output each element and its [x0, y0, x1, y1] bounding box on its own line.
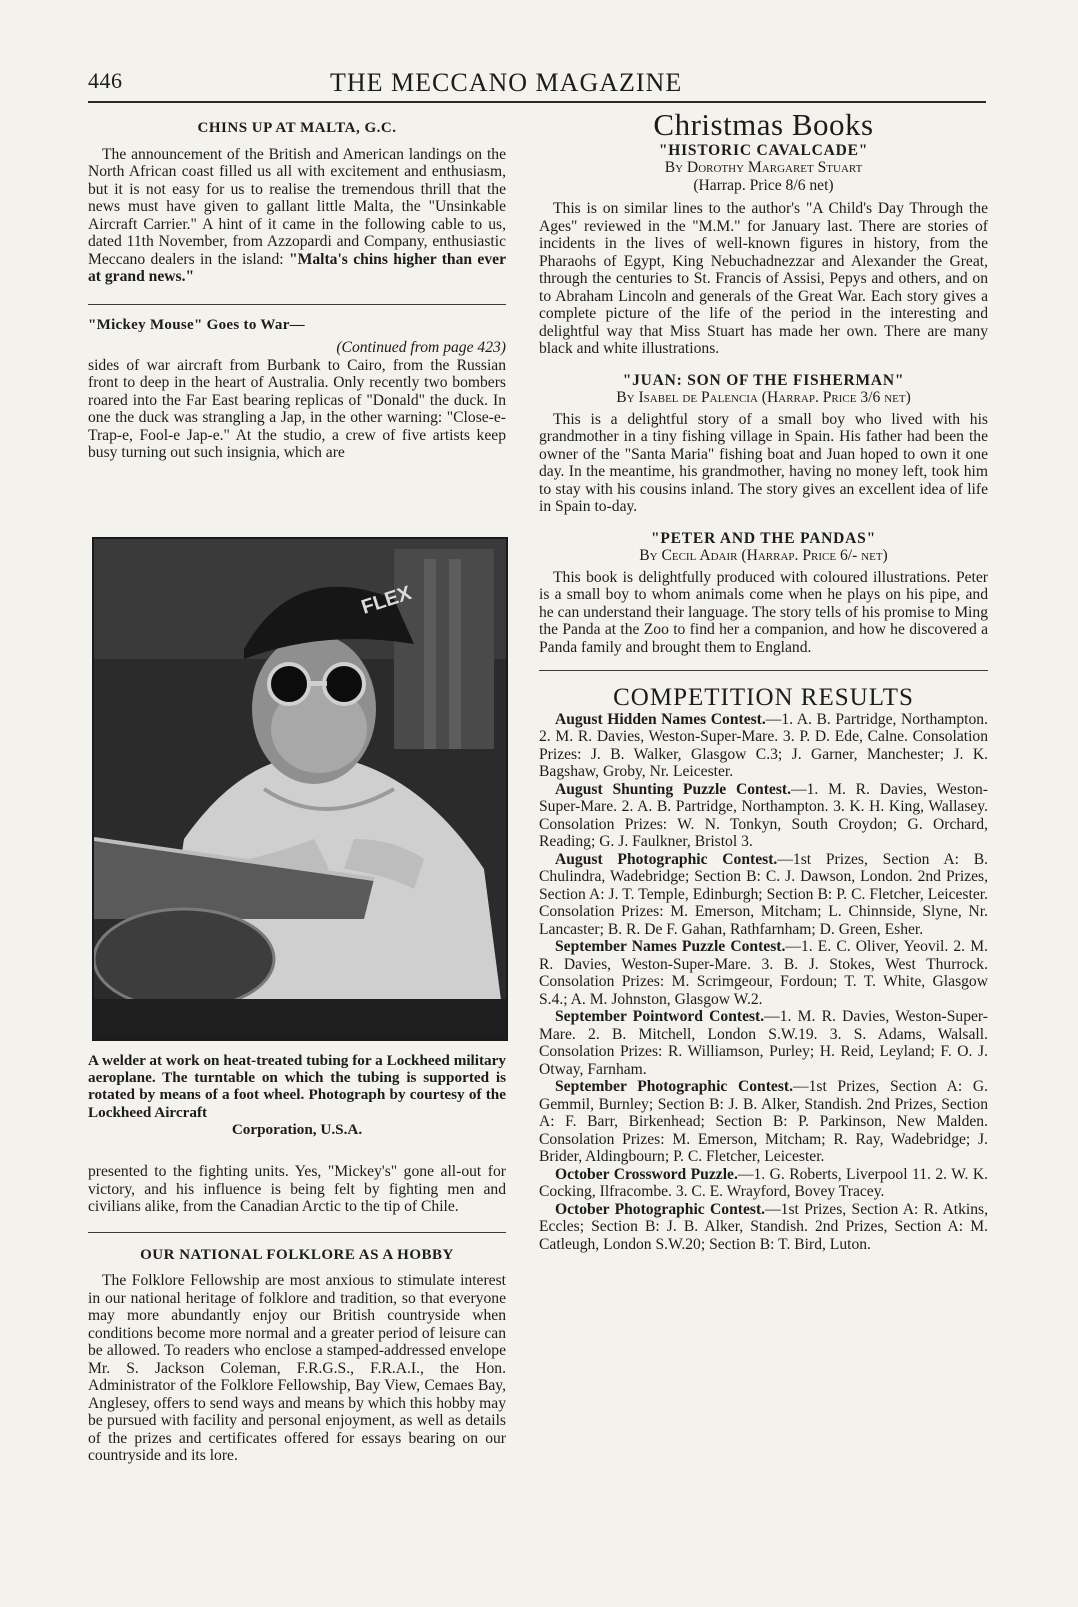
result-text: —1st Prizes, Section A: G. Gemmil, Burnley; Section B: J. B. Alker, Standish. 2nd Prizes, Section A: F. Barr, Birkenhead; Section B: P. Parkinson, New Malden. Consolation Prizes: M. Emerson, Mitcham; R. Ray, Wadebridge; J. Brider, Aldingbourn; P. C. Fletcher, Leicester.	[539, 1078, 988, 1165]
photo-caption-text: A welder at work on heat-treated tubing for a Lockheed military aeroplane. The turntable on which the tubing is supported is rotated by means of a foot wheel. Photograph by courtesy of the Lockheed Aircraft	[88, 1052, 506, 1121]
result-title: September Names Puzzle Contest.	[555, 938, 786, 955]
book-review: This is a delightful story of a small boy who lived with his grandmother in a tiny fishing village in Spain. His father had been the owner of the "Santa Maria" fishing boat and Juan hoped to own it one day. In the meantime, his grandmother, having no money left, took him to stay with his cousins inland. The story gives an excellent idea of life in Spain to-day.	[539, 410, 988, 515]
result-text: —1st Prizes, Section A: R. Atkins, Eccles; Section B: J. B. Alker, Standish. 2nd Prizes, Section A: M. Catleugh, London S.W.20; Section B: T. Bird, Luton.	[539, 1200, 988, 1253]
mickey-heading: "Mickey Mouse" Goes to War—	[88, 316, 305, 333]
book-author-text: By Dorothy Margaret Stuart	[664, 159, 863, 176]
result-entry	[539, 1166, 988, 1201]
result-text: —1. M. R. Davies, Weston-Super-Mare. 2. B. Mitchell, London S.W.19. 3. S. Adams, Walsall. Consolation Prizes: R. Williamson, Purley; H. Reid, Leyland; F. O. J. Otway, Farnham.	[539, 1008, 989, 1078]
divider	[88, 304, 506, 305]
divider	[88, 1232, 506, 1233]
chins-body	[88, 146, 506, 286]
page-number: 446	[88, 68, 123, 93]
left-column-bottom	[88, 1163, 506, 1465]
result-title: August Shunting Puzzle Contest.	[555, 780, 792, 798]
result-entry	[539, 711, 988, 781]
book-author	[539, 547, 988, 565]
book-publisher: (Harrap. Price 8/6 net)	[693, 176, 834, 194]
result-title: October Photographic Contest.	[555, 1200, 766, 1218]
book-author-text: By Isabel de Palencia (Harrap. Price 3/6 net)	[616, 389, 911, 406]
result-title: September Photographic Contest.	[555, 1078, 793, 1095]
result-entry	[539, 1078, 988, 1166]
result-text: —1st Prizes, Section A: B. Chulindra, Wadebridge; Section B: C. J. Dawson, London. 2nd Prizes, Section A: J. T. Temple, Edinburgh; Section B: P. C. Fletcher, Leicester. Consolation Prizes: M. Emerson, Mitcham; L. Chinnside, Slyne, Nr. Lancaster; B. R. De F. Gahan, Rathfarnham; D. Green, Esher.	[539, 850, 988, 938]
folklore-body: The Folklore Fellowship are most anxious to stimulate interest in our national heritage of folklore and tradition, so that everyone may more abundantly enjoy our British countryside when conditions become more normal and a greater period of leisure can be allowed. To readers who enclose a stamped-addressed envelope Mr. S. Jackson Coleman, F.R.G.S., F.R.A.I., the Hon. Administrator of the Folklore Fellowship, Bay View, Cemaes Bay, Anglesey, offers to send ways and means by which this hobby may be pursued with facility and personal enjoyment, as well as details of the prizes and certificates offered for essays bearing on our countryside and its lore.	[88, 1272, 506, 1464]
magazine-title: THE MECCANO MAGAZINE	[330, 68, 683, 97]
result-entry	[539, 1008, 988, 1078]
result-title: August Hidden Names Contest.	[555, 710, 766, 728]
mickey-body: sides of war aircraft from Burbank to Cairo, from the Russian front to deep in the heart of Australia. Only recently two bombers roared into the Far East bearing replicas of "Donald" the duck. In one the duck was strangling a Jap, in the other warning: "Close-e-Trap-e, Fool-e Jap-e." At the studio, a crew of five artists keep busy turning out such insignia, which are	[88, 356, 506, 461]
result-text: —1. E. C. Oliver, Yeovil. 2. M. R. Davies, Weston-Super-Mare. 3. B. J. Stokes, West Thurrock. Consolation Prizes: M. Scrimgeour, Fordoun; T. T. White, Glasgow S.4.; A. M. Johnston, Glasgow W.2.	[539, 938, 988, 1008]
result-entry	[539, 1201, 988, 1254]
book-title: "JUAN: SON OF THE FISHERMAN"	[622, 371, 905, 389]
mickey-body-continued: presented to the fighting units. Yes, "Mickey's" gone all-out for victory, and his influence is being felt by fighting men and civilians alike, from the Canadian Arctic to the tip of Chile.	[88, 1163, 506, 1215]
welder-photo-illustration	[94, 539, 506, 1039]
result-title: October Crossword Puzzle.	[555, 1165, 738, 1183]
book-review: This is on similar lines to the author's "A Child's Day Through the Ages" reviewed in the "M.M." for January last. There are stories of incidents in the lives of well-known figures in history, from the Pharaohs of Egypt, King Nebuchadnezzar and Alexander the Great, through the centuries to St. Francis of Assisi, Pepys and others, and on to Abraham Lincoln and generals of the Great War. Each story gives a complete picture of the life of the period in the interesting and delightful way that Miss Stuart has made her own. There are many black and white illustrations.	[539, 200, 988, 357]
header-rule	[88, 101, 986, 103]
christmas-books-heading: Christmas Books	[653, 107, 874, 142]
book-review: This book is delightfully produced with coloured illustrations. Peter is a small boy to whom animals come when he plays on his pipe, and he can understand their language. The story tells of his promise to Ming the Panda at the Zoo to find her a companion, and how he discovered a Panda family and brought them to England.	[539, 568, 988, 656]
right-column	[539, 107, 989, 1253]
book-title: "PETER AND THE PANDAS"	[650, 529, 876, 547]
book-author-text: By Cecil Adair (Harrap. Price 6/- net)	[639, 547, 888, 564]
divider	[539, 670, 988, 671]
result-entry	[539, 938, 988, 1008]
result-text: —1. A. B. Partridge, Northampton. 2. M. R. Davies, Weston-Super-Mare. 3. P. D. Ede, Calne. Consolation Prizes: J. B. Walker, Glasgow C.3; J. Garner, Manchester; J. K. Bagshaw, Groby, Nr. Leicester.	[539, 710, 988, 780]
photo-caption	[88, 1052, 506, 1138]
book-author	[539, 159, 988, 177]
result-entry	[539, 781, 988, 851]
result-text: —1. M. R. Davies, Weston-Super-Mare. 2. A. B. Partridge, Northampton. 3. K. H. King, Wallasey. Consolation Prizes: W. N. Tonkyn, South Croydon; G. Orchard, Reading; G. J. Faulkner, Bristol 3.	[539, 780, 989, 850]
left-column-top	[88, 120, 506, 462]
book-author	[539, 389, 988, 407]
result-title: September Pointword Contest.	[555, 1008, 765, 1025]
photo-caption-credit: Corporation, U.S.A.	[231, 1120, 363, 1138]
result-entry	[539, 851, 988, 939]
chins-quote: "Malta's chins higher than ever at grand news."	[88, 250, 506, 285]
welder-photo	[92, 537, 508, 1041]
chins-body-text: The announcement of the British and American landings on the North African coast filled us all with excitement and enthusiasm, but it is not easy for us to realise the tremendous thrill that the news must have given to gallant little Malta, the "Unsinkable Aircraft Carrier." A hint of it came in the following cable to us, dated 11th November, from Azzopardi and Company, enthusiastic Meccano dealers in the island:	[88, 145, 506, 268]
book-title: "HISTORIC CAVALCADE"	[658, 141, 869, 159]
chins-heading: CHINS UP AT MALTA, G.C.	[197, 120, 397, 136]
competition-results	[539, 711, 988, 1254]
svg-text:FLEX: FLEX	[358, 582, 415, 619]
result-text: —1. G. Roberts, Liverpool 11. 2. W. K. Cocking, Ilfracombe. 3. C. E. Wrayford, Bovey Tracey.	[539, 1165, 989, 1200]
continued-note: (Continued from page 423)	[336, 339, 506, 356]
result-title: August Photographic Contest.	[555, 850, 778, 868]
competition-heading: COMPETITION RESULTS	[613, 684, 914, 711]
folklore-heading: OUR NATIONAL FOLKLORE AS A HOBBY	[140, 1246, 454, 1263]
